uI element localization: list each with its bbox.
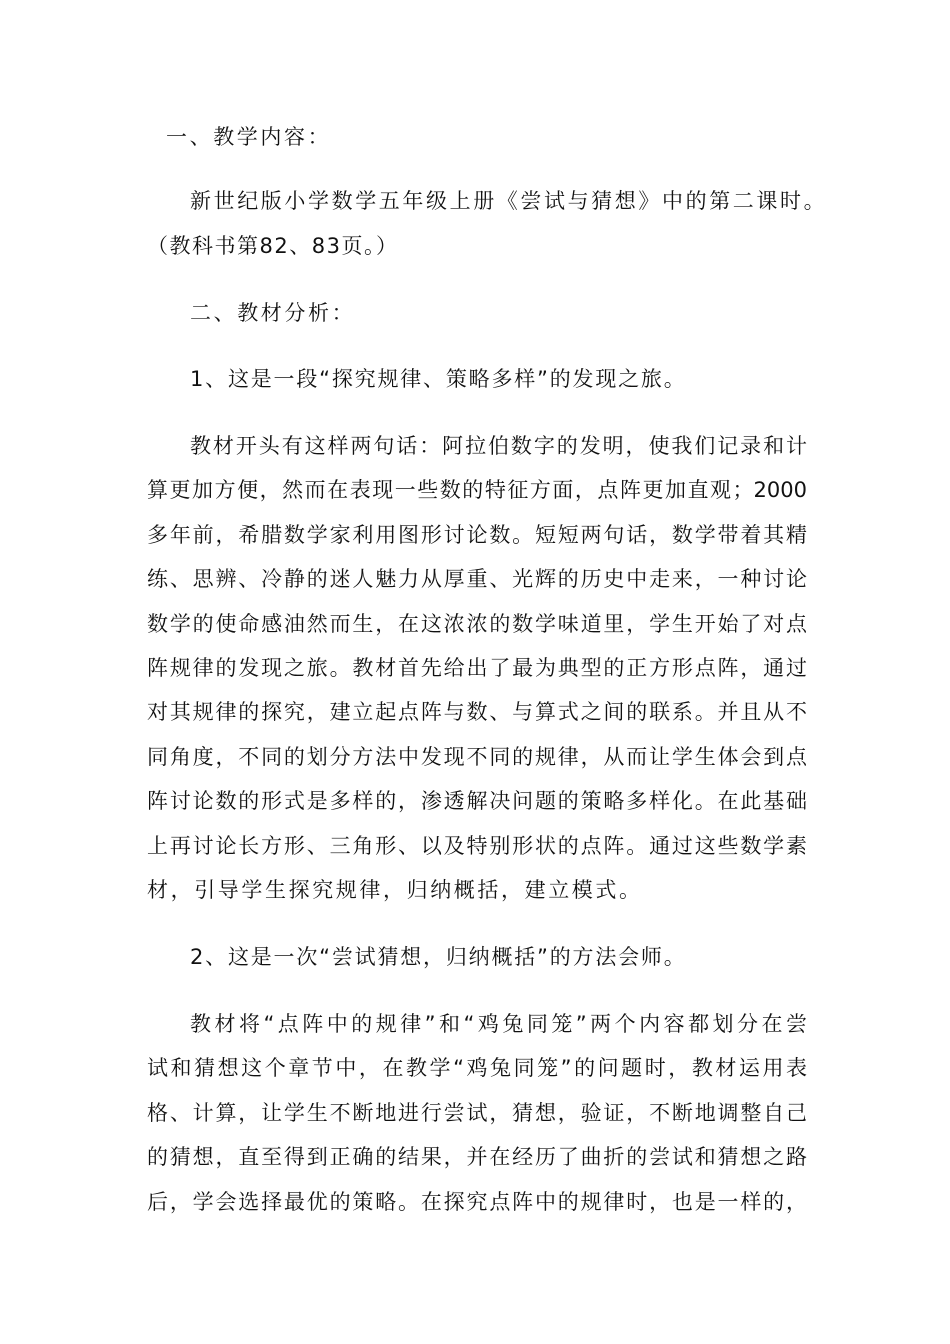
paragraph-line: 数学的使命感油然而生，在这浓浓的数学味道里，学生开始了对点: [147, 612, 807, 636]
paragraph-line: 同角度，不同的划分方法中发现不同的规律，从而让学生体会到点: [147, 745, 807, 769]
paragraph-line: 多年前，希腊数学家利用图形讨论数。短短两句话，数学带着其精: [147, 523, 807, 547]
paragraph-line: 的猜想，直至得到正确的结果，并在经历了曲折的尝试和猜想之路: [147, 1145, 807, 1169]
paragraph-line: 材，引导学生探究规律，归纳概括，建立模式。: [147, 878, 643, 902]
teaching-content-line: （教科书第82、83页。）: [147, 234, 399, 258]
paragraph-line: 对其规律的探究，建立起点阵与数、与算式之间的联系。并且从不: [147, 700, 807, 724]
paragraph-line: 阵讨论数的形式是多样的，渗透解决问题的策略多样化。在此基础: [147, 789, 807, 813]
section-heading-teaching-content: 一、教学内容：: [166, 125, 332, 149]
paragraph-line: 试和猜想这个章节中，在教学“鸡兔同笼”的问题时，教材运用表: [147, 1056, 807, 1080]
paragraph-line: 练、思辨、冷静的迷人魅力从厚重、光辉的历史中走来，一种讨论: [147, 567, 807, 591]
paragraph-line: 教材将“点阵中的规律”和“鸡兔同笼”两个内容都划分在尝: [190, 1012, 807, 1036]
paragraph-line: 后，学会选择最优的策略。在探究点阵中的规律时，也是一样的，: [147, 1190, 807, 1214]
paragraph-line: 上再讨论长方形、三角形、以及特别形状的点阵。通过这些数学素: [147, 834, 807, 858]
paragraph-line: 阵规律的发现之旅。教材首先给出了最为典型的正方形点阵，通过: [147, 656, 807, 680]
point-heading: 1、这是一段“探究规律、策略多样”的发现之旅。: [190, 367, 687, 391]
paragraph-line: 格、计算，让学生不断地进行尝试，猜想，验证，不断地调整自己: [147, 1101, 807, 1125]
paragraph-line: 算更加方便，然而在表现一些数的特征方面，点阵更加直观；2000: [147, 478, 807, 502]
section-heading-material-analysis: 二、教材分析：: [190, 301, 356, 325]
point-heading: 2、这是一次“尝试猜想，归纳概括”的方法会师。: [190, 945, 687, 969]
teaching-content-line: 新世纪版小学数学五年级上册《尝试与猜想》中的第二课时。: [190, 189, 828, 213]
paragraph-line: 教材开头有这样两句话：阿拉伯数字的发明，使我们记录和计: [190, 434, 807, 458]
